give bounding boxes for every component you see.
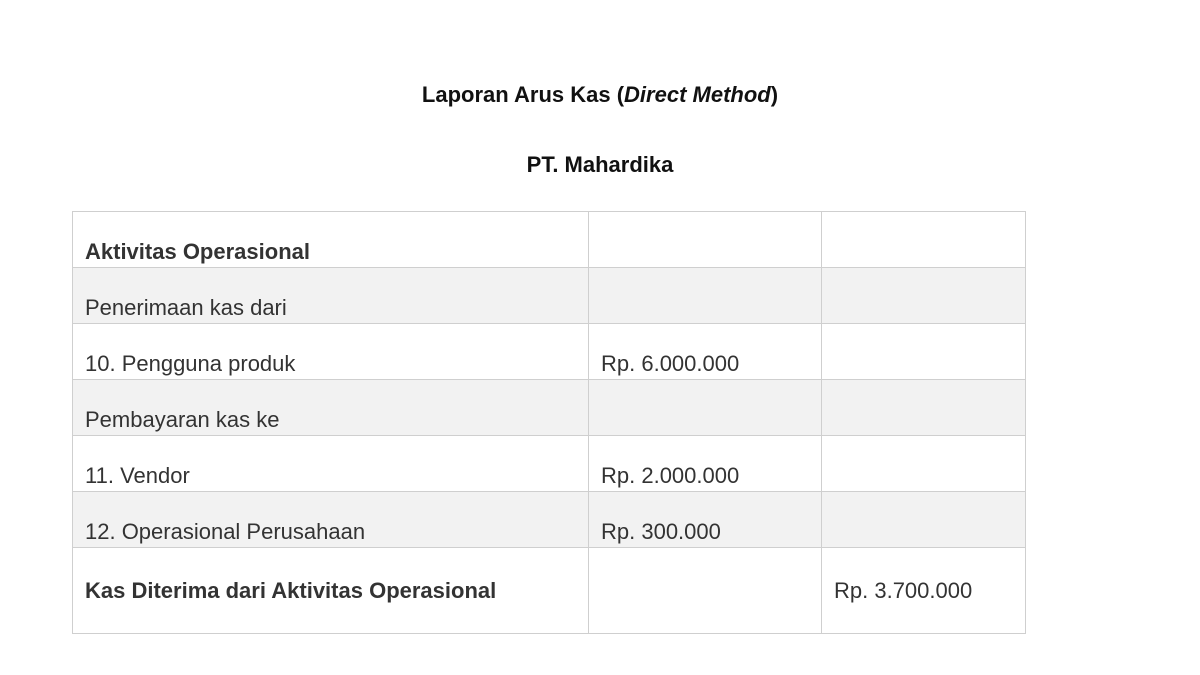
row-amount [589,548,822,634]
table-row-net-operating-cash [73,548,1026,634]
row-amount [589,268,822,324]
row-label: 10. Pengguna produk [73,324,589,380]
row-amount [589,212,822,268]
row-label: Penerimaan kas dari [73,268,589,324]
row-total [822,324,1026,380]
row-label: 11. Vendor [73,436,589,492]
row-label: Aktivitas Operasional [73,212,589,268]
row-amount [589,380,822,436]
report-title-method: Direct Method [624,82,771,107]
row-total [822,268,1026,324]
company-name: PT. Mahardika [526,152,674,177]
report-title-suffix: ) [770,82,779,107]
row-amount: Rp. 2.000.000 [589,436,822,492]
table-row-vendor [73,436,1026,492]
report-title [0,80,1200,110]
row-total [822,492,1026,548]
table-row-cash-payments-header [73,380,1026,436]
table-row-product-users [73,324,1026,380]
report-title-prefix: Laporan Arus Kas ( [421,82,625,107]
row-total: Rp. 3.700.000 [822,548,1026,634]
table-row-operating-activities [73,212,1026,268]
row-total [822,380,1026,436]
table-row-cash-receipts-header [73,268,1026,324]
row-total [822,436,1026,492]
cash-flow-table [72,211,1026,634]
row-amount: Rp. 300.000 [589,492,822,548]
row-total [822,212,1026,268]
row-label: Kas Diterima dari Aktivitas Operasional [73,548,589,634]
row-amount: Rp. 6.000.000 [589,324,822,380]
table-row-company-operations [73,492,1026,548]
row-label: 12. Operasional Perusahaan [73,492,589,548]
row-label: Pembayaran kas ke [73,380,589,436]
